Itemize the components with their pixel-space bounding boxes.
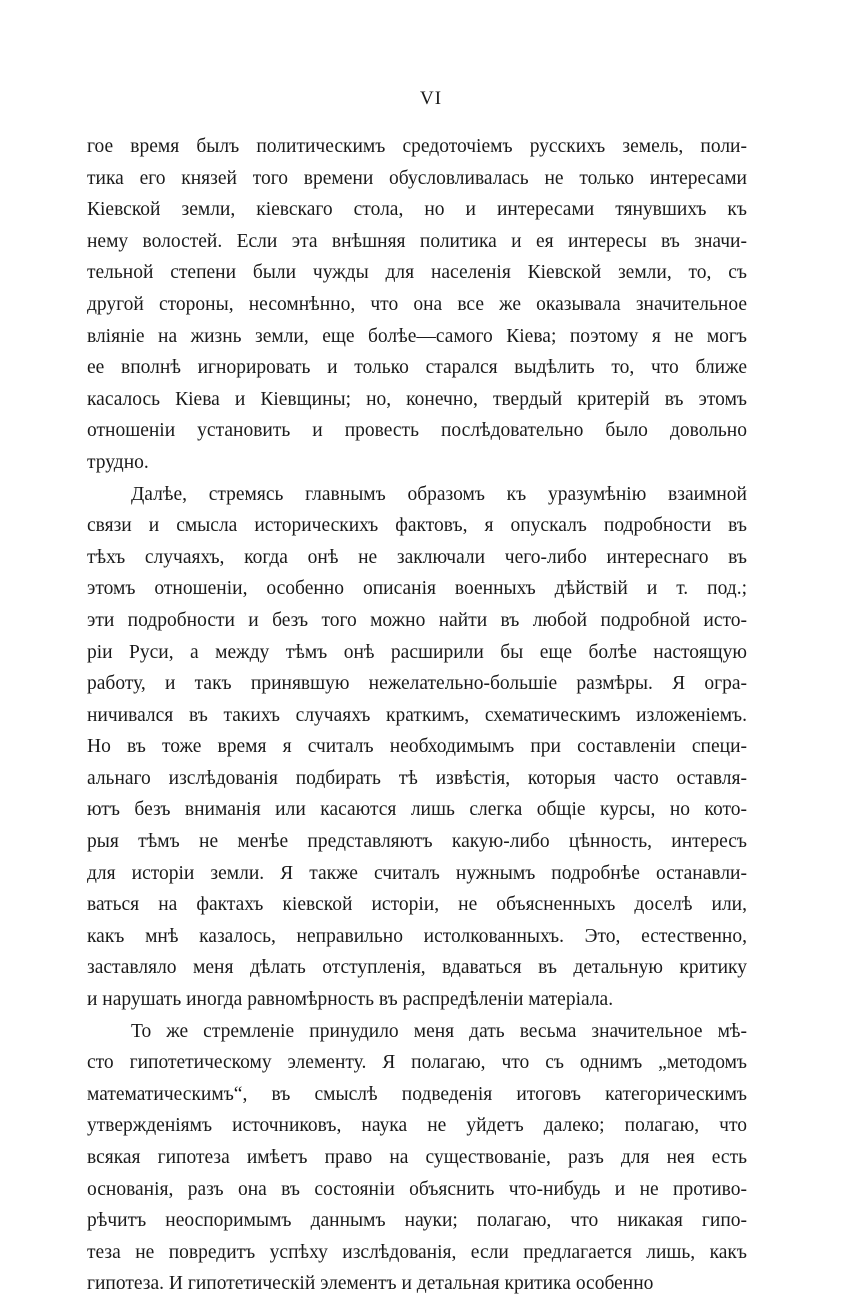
text-line: отношеніи установить и провесть послѣдовательно было довольно	[87, 420, 747, 442]
text-line: альнаго изслѣдованія подбирать тѣ извѣстія, которыя часто оставля-	[87, 767, 747, 789]
text-line: другой стороны, несомнѣнно, что она все же оказывала значительное	[87, 293, 747, 315]
page-number: VI	[419, 88, 443, 109]
text-line: всякая гипотеза имѣетъ право на существованіе, разъ для нея есть	[87, 1147, 747, 1168]
paragraph	[87, 1016, 747, 1300]
text-line: для исторіи земли. Я также считалъ нужнымъ подробнѣе останавли-	[87, 862, 747, 884]
text-line: трудно.	[87, 451, 149, 473]
text-line: рыя тѣмъ не менѣе представляютъ какую-либо цѣнность, интересъ	[87, 831, 747, 853]
text-line: математическимъ“, въ смыслѣ подведенія итоговъ категорическимъ	[87, 1083, 747, 1105]
text-line: связи и смысла историческихъ фактовъ, я опускалъ подробности въ	[87, 515, 747, 537]
text-line: основанія, разъ она въ состояніи объяснить что-нибудь и не противо-	[87, 1178, 747, 1200]
text-line: ріи Руси, а между тѣмъ онѣ расширили бы еще болѣе настоящую	[87, 641, 747, 663]
text-line: ютъ безъ вниманія или касаются лишь слегка общіе курсы, но кото-	[87, 799, 747, 821]
paragraph	[87, 131, 747, 479]
text-body	[87, 131, 747, 1300]
text-line: теза не повредитъ успѣху изслѣдованія, если предлагается лишь, какъ	[87, 1241, 747, 1263]
text-line: гипотеза. И гипотетическій элементъ и детальная критика особенно	[87, 1273, 654, 1295]
text-line: работу, и такъ принявшую нежелательно-большіе размѣры. Я огра-	[87, 673, 747, 695]
text-line: этомъ отношеніи, особенно описанія военныхъ дѣйствій и т. под.;	[87, 578, 747, 600]
text-line: ваться на фактахъ кіевской исторіи, не объясненныхъ доселѣ или,	[87, 894, 747, 916]
paragraph	[87, 479, 747, 1016]
text-line: касалось Кіева и Кіевщины; но, конечно, твердый критерій въ этомъ	[87, 388, 747, 410]
text-line: эти подробности и безъ того можно найти въ любой подробной исто-	[87, 609, 747, 631]
text-line: ее вполнѣ игнорировать и только старался выдѣлить то, что ближе	[87, 357, 747, 379]
text-line: вліяніе на жизнь земли, еще болѣе—самого Кіева; поэтому я не могъ	[87, 325, 747, 347]
text-line: какъ мнѣ казалось, неправильно истолкованныхъ. Это, естественно,	[87, 925, 747, 947]
text-line: То же стремленіе принудило меня дать весьма значительное мѣ-	[131, 1020, 747, 1042]
text-line: сто гипотетическому элементу. Я полагаю, что съ однимъ „методомъ	[87, 1052, 747, 1074]
text-line: Далѣе, стремясь главнымъ образомъ къ уразумѣнію взаимной	[131, 483, 747, 505]
text-line: тельной степени были чужды для населенія Кіевской земли, то, съ	[87, 262, 747, 284]
text-line: гое время былъ политическимъ средоточіемъ русскихъ земель, поли-	[87, 136, 747, 157]
text-line: тика его князей того времени обусловливалась не только интересами	[87, 167, 747, 189]
text-line: Но въ тоже время я считалъ необходимымъ при составленіи специ-	[87, 736, 747, 758]
text-line: Кіевской земли, кіевскаго стола, но и интересами тянувшихъ къ	[87, 199, 747, 221]
text-line: тѣхъ случаяхъ, когда онѣ не заключали чего-либо интереснаго въ	[87, 546, 747, 568]
text-line: и нарушать иногда равномѣрность въ распредѣленіи матеріала.	[87, 989, 614, 1011]
text-line: заставляло меня дѣлать отступленія, вдаваться въ детальную критику	[87, 957, 747, 979]
text-line: нему волостей. Если эта внѣшняя политика и ея интересы въ значи-	[87, 230, 747, 252]
text-line: ничивался въ такихъ случаяхъ краткимъ, схематическимъ изложеніемъ.	[87, 704, 747, 726]
text-line: утвержденіямъ источниковъ, наука не уйдетъ далеко; полагаю, что	[87, 1115, 747, 1137]
text-line: рѣчитъ неоспоримымъ даннымъ науки; полагаю, что никакая гипо-	[87, 1210, 747, 1232]
